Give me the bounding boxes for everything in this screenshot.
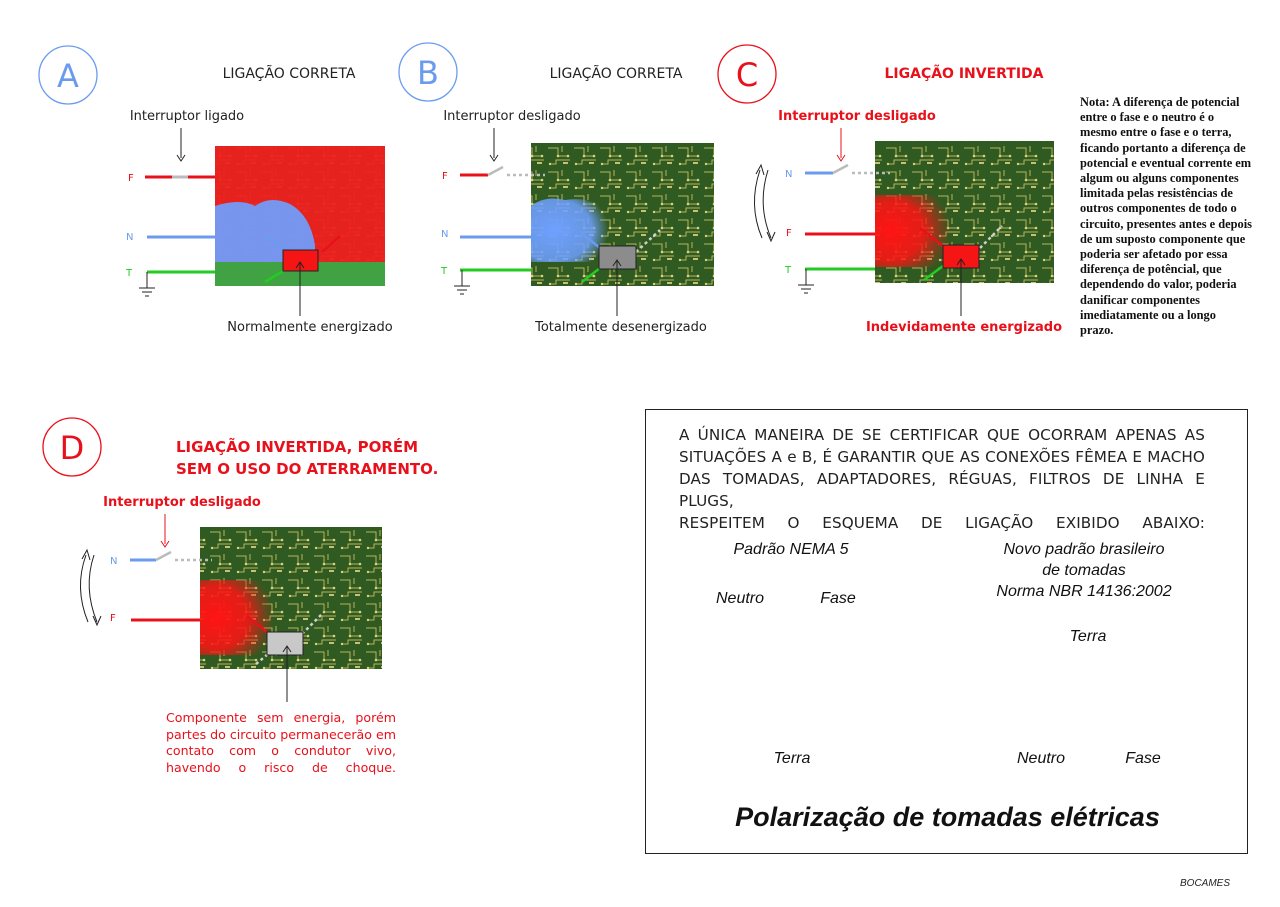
panel-c-letter: C	[735, 56, 759, 94]
box-text-line: RESPEITEM O ESQUEMA DE LIGAÇÃO EXIBIDO ABAIXO:	[679, 514, 1205, 532]
footer-credit: BOCAMES	[1180, 878, 1231, 889]
wire-label-n: N	[785, 169, 793, 180]
swap-arrow-icon	[80, 555, 88, 622]
panel-a-switch-label: Interruptor ligado	[129, 109, 245, 124]
nema-phase-label: Fase	[820, 590, 856, 607]
panel-b-result: Totalmente desenergizado	[535, 320, 707, 335]
box-title: Polarização de tomadas elétricas	[735, 802, 1160, 832]
wire-label-f: F	[786, 228, 792, 239]
panel-a-title: LIGAÇÃO CORRETA	[222, 66, 356, 82]
note-text: Nota: A diferença de potencial entre o fase e o neutro é o mesmo entre o fase e o terra, ficando portanto a diferença de potencial e eventual corrente em algum ou alguns componentes limitada pelas resistências de outros componentes de todo o circuito, presentes antes e depois de um suposto componente que poderia ser afetado por essa diferença de potêncial, que dependendo do valor, poderia danificar componentes imediatamente ou a longo prazo.	[1080, 95, 1252, 338]
wire-label-t: T	[785, 265, 792, 276]
panel-d-desc-line: contato com o condutor vivo,	[166, 743, 396, 758]
panel-d	[43, 418, 438, 702]
box-text-line: SITUAÇÕES A e B, É GARANTIR QUE AS CONEXÕES FÊMEA E MACHO	[679, 448, 1205, 466]
panel-a	[39, 46, 393, 335]
panel-a-result: Normalmente energizado	[227, 320, 393, 335]
panel-c-title: LIGAÇÃO INVERTIDA	[884, 66, 1044, 82]
swap-arrow-icon	[754, 170, 762, 238]
nbr-neutral-label: Neutro	[1016, 750, 1066, 767]
panel-c-switch-open	[833, 165, 848, 173]
wire-label-n: N	[126, 232, 134, 243]
panel-b-switch-label: Interruptor desligado	[443, 109, 581, 124]
nbr-title-line3: Norma NBR 14136:2002	[996, 583, 1172, 600]
box-intro-text	[679, 424, 1205, 534]
panel-d-desc-line: partes do circuito permanecerão em	[166, 726, 396, 742]
box-text-line: A ÚNICA MANEIRA DE SE CERTIFICAR QUE OCORRAM APENAS AS	[679, 426, 1205, 444]
wire-label-t: T	[126, 268, 133, 279]
panel-d-desc-line: havendo o risco de choque.	[166, 759, 396, 775]
panel-d-switch-label: Interruptor desligado	[103, 495, 261, 510]
panel-d-energized-area	[200, 580, 278, 655]
panel-d-desc-line: Componente sem energia, porém	[166, 710, 396, 725]
panel-d-letter: D	[59, 429, 85, 467]
wire-label-f: F	[442, 171, 448, 182]
wire-label-t: T	[441, 266, 448, 277]
panel-b-letter: B	[417, 54, 439, 92]
panel-d-title-line2: SEM O USO DO ATERRAMENTO.	[176, 460, 439, 478]
panel-a-letter: A	[57, 57, 79, 95]
nbr-ground-label: Terra	[1069, 628, 1107, 645]
panel-d-title-line1: LIGAÇÃO INVERTIDA, PORÉM	[176, 438, 419, 456]
panel-c-result: Indevidamente energizado	[865, 320, 1063, 335]
panel-b-title: LIGAÇÃO CORRETA	[549, 66, 683, 82]
panel-c-switch-label: Interruptor desligado	[778, 109, 936, 124]
panel-b-switch-open	[488, 167, 503, 175]
nema-ground-label: Terra	[773, 750, 811, 767]
wire-label-n: N	[110, 556, 118, 567]
box-text-line: DAS TOMADAS, ADAPTADORES, RÉGUAS, FILTROS DE LINHA E PLUGS,	[679, 470, 1205, 510]
panel-d-component	[267, 632, 303, 655]
nema-title: Padrão NEMA 5	[733, 541, 849, 558]
panel-c	[718, 45, 1062, 335]
nbr-title-line1: Novo padrão brasileiro	[1003, 541, 1165, 558]
nbr-title-line2: de tomadas	[1042, 562, 1126, 579]
panel-b-neutral-area	[531, 198, 609, 262]
panel-d-description	[166, 710, 396, 776]
panel-b	[399, 43, 714, 335]
nbr-phase-label: Fase	[1125, 750, 1161, 767]
wire-label-f: F	[110, 613, 116, 624]
wire-label-f: F	[128, 173, 134, 184]
wire-label-n: N	[441, 229, 449, 240]
socket-standard-box	[645, 409, 1248, 854]
nema-neutral-label: Neutro	[715, 590, 765, 607]
panel-d-switch-open	[156, 552, 171, 560]
